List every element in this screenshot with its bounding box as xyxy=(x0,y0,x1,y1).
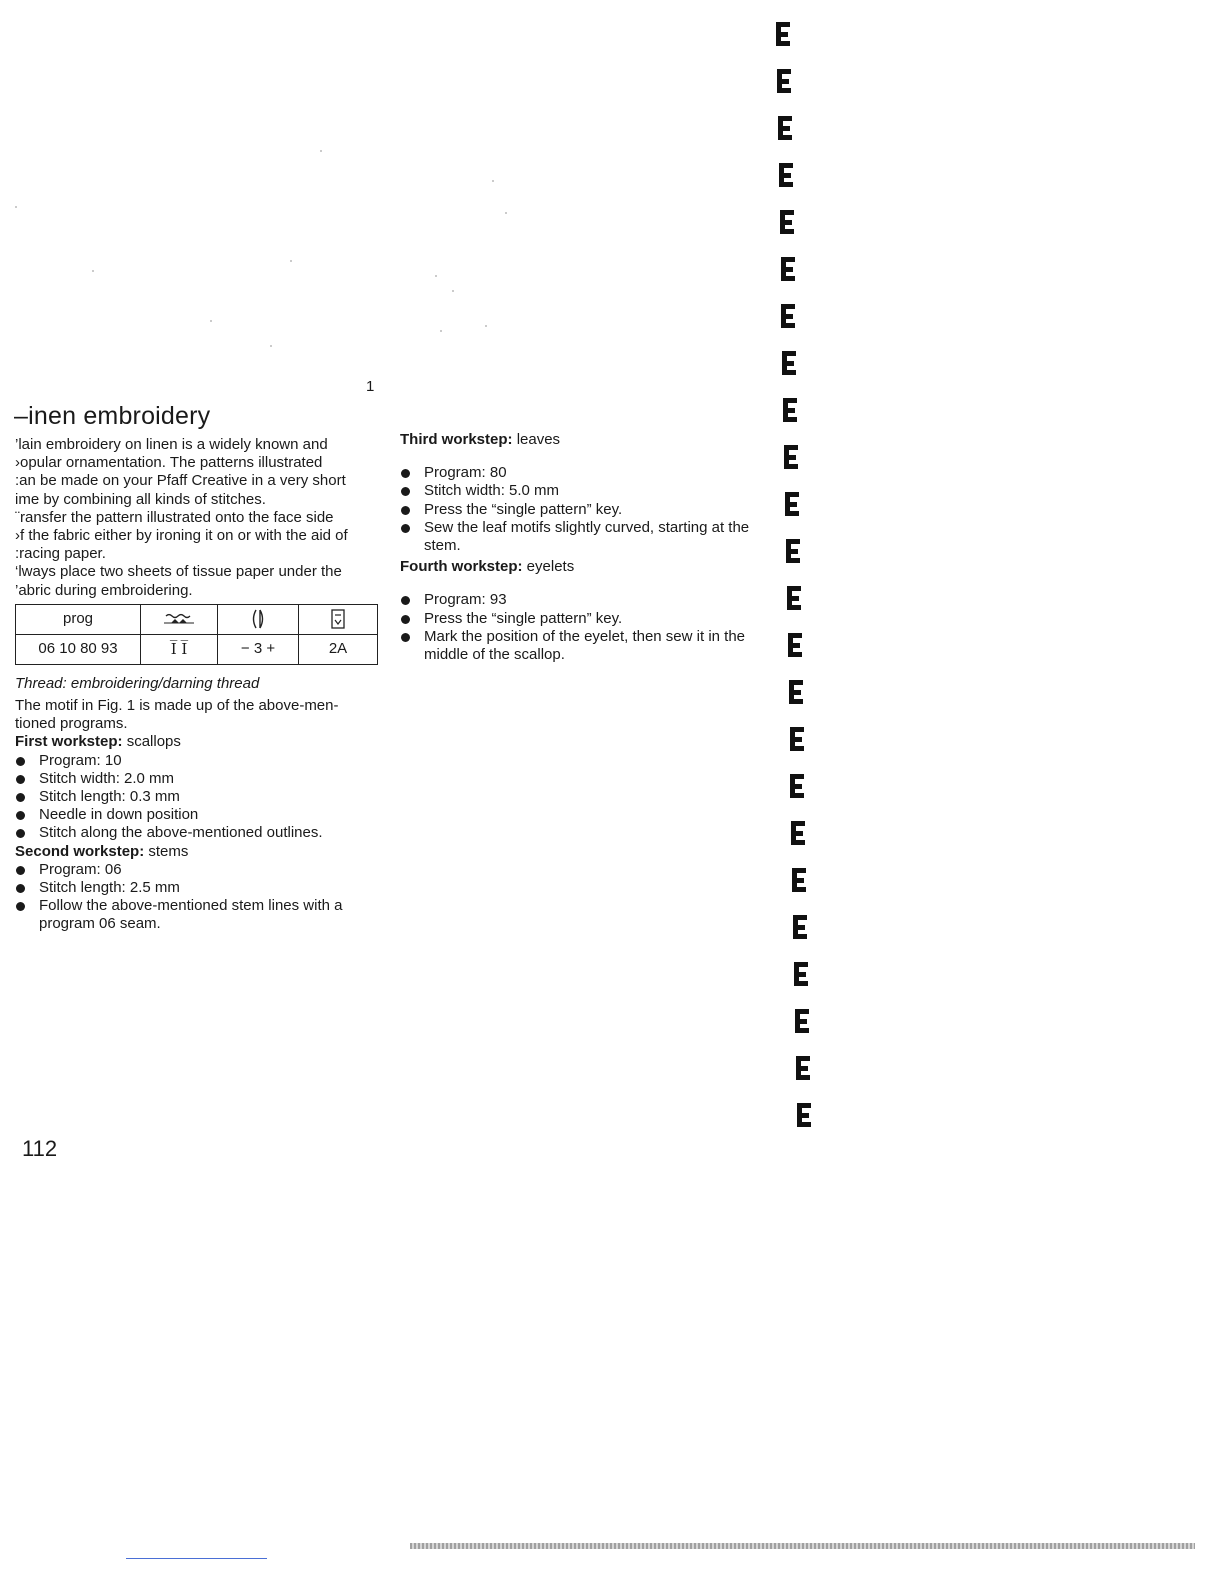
bullet-icon xyxy=(16,757,25,766)
list-item xyxy=(400,628,772,664)
bullet-icon xyxy=(401,524,410,533)
bullet-icon xyxy=(16,811,25,820)
list-item xyxy=(15,770,377,788)
section-tab-e-icon xyxy=(779,163,793,187)
list-item xyxy=(400,591,772,609)
bullet-icon xyxy=(16,866,25,875)
workstep-third xyxy=(400,431,772,555)
list-item-text: Program: 10 xyxy=(39,751,122,769)
section-tab-e-icon xyxy=(780,210,794,234)
bullet-icon xyxy=(16,884,25,893)
bullet-icon xyxy=(16,902,25,911)
workstep-subject: eyelets xyxy=(526,558,575,576)
section-tab-e-icon xyxy=(776,22,790,46)
list-item xyxy=(400,519,772,555)
list-item xyxy=(15,752,377,770)
section-tab-e-icon xyxy=(781,257,795,281)
workstep-list xyxy=(15,861,377,934)
section-tab-e-icon xyxy=(791,821,805,845)
workstep-label: Second workstep: xyxy=(15,842,145,860)
section-tab-e-icon xyxy=(790,727,804,751)
table-header-row xyxy=(16,604,378,634)
list-item-text: Press the “single pattern” key. xyxy=(424,500,623,518)
intro-line: :racing paper. xyxy=(15,545,106,563)
workstep-heading xyxy=(400,431,772,449)
left-column xyxy=(15,436,377,934)
figure-illustration xyxy=(80,130,500,370)
list-item-text: Press the “single pattern” key. xyxy=(424,609,623,627)
list-item xyxy=(400,610,772,628)
bullet-icon xyxy=(401,469,410,478)
settings-table xyxy=(15,604,378,665)
page-title: –inen embroidery xyxy=(14,402,211,430)
intro-line: ime by combining all kinds of stitches. xyxy=(15,490,266,508)
section-tab-e-icon xyxy=(795,1009,809,1033)
bullet-icon xyxy=(401,506,410,515)
section-tab-e-icon xyxy=(789,680,803,704)
intro-line: ›opular ornamentation. The patterns illustrated xyxy=(15,454,323,472)
list-item-text: Program: 06 xyxy=(39,860,122,878)
list-item xyxy=(15,861,377,879)
list-item xyxy=(400,464,772,482)
intro-line: ’abric during embroidering. xyxy=(15,581,193,599)
bullet-icon xyxy=(16,793,25,802)
section-tab-e-icon xyxy=(783,398,797,422)
section-tab-e-icon xyxy=(796,1056,810,1080)
workstep-list xyxy=(15,752,377,843)
bullet-icon xyxy=(16,775,25,784)
section-tab-e-icon xyxy=(781,304,795,328)
stitch-width-icon xyxy=(141,604,218,634)
bullet-icon xyxy=(401,487,410,496)
list-item-text: Program: 80 xyxy=(424,464,507,482)
list-item-text: Stitch along the above-mentioned outlines. xyxy=(39,824,323,842)
intro-paragraph xyxy=(15,436,377,600)
section-tab-e-icon xyxy=(797,1103,811,1127)
bottom-underline xyxy=(126,1558,267,1559)
bullet-icon xyxy=(401,633,410,642)
prog-values: 06 10 80 93 xyxy=(16,634,141,664)
workstep-label: First workstep: xyxy=(15,733,123,751)
section-tab-e-icon xyxy=(794,962,808,986)
section-tab-e-icon xyxy=(785,492,799,516)
intro-line: ‘lways place two sheets of tissue paper under the xyxy=(15,563,342,581)
figure-number: 1 xyxy=(366,378,375,395)
workstep-subject: leaves xyxy=(516,431,561,448)
workstep-label: Third workstep: xyxy=(400,431,513,448)
bullet-icon xyxy=(16,829,25,838)
section-tab-e-icon xyxy=(786,539,800,563)
workstep-label: Fourth workstep: xyxy=(400,558,523,576)
list-item-text: Stitch length: 2.5 mm xyxy=(39,879,180,897)
thread-tension-icon xyxy=(218,604,299,634)
list-item xyxy=(400,482,772,500)
section-tab-e-icon xyxy=(790,774,804,798)
prog-header: prog xyxy=(16,604,141,634)
list-item-text: Stitch length: 0.3 mm xyxy=(39,788,180,806)
workstep-first xyxy=(15,733,377,842)
workstep-fourth xyxy=(400,558,772,664)
section-tab-e-icon xyxy=(792,868,806,892)
list-item-text: Stitch width: 2.0 mm xyxy=(39,769,175,787)
table-row xyxy=(16,634,378,664)
list-item xyxy=(15,879,377,897)
list-item xyxy=(15,897,377,933)
workstep-heading xyxy=(15,843,377,861)
intro-line: ’lain embroidery on linen is a widely known and xyxy=(15,436,328,453)
list-item-text: Follow the above-mentioned stem lines with a program 06 seam. xyxy=(39,897,343,933)
section-tab-e-icon xyxy=(778,116,792,140)
intro-line: :an be made on your Pfaff Creative in a very short xyxy=(15,472,346,490)
workstep-heading xyxy=(15,733,377,751)
list-item xyxy=(400,501,772,519)
list-item-text: Stitch width: 5.0 mm xyxy=(424,482,560,500)
bullet-icon xyxy=(401,615,410,624)
workstep-subject: scallops xyxy=(126,733,181,751)
motif-line: tioned programs. xyxy=(15,715,128,733)
intro-line: ›f the fabric either by ironing it on or with the aid of xyxy=(15,527,348,545)
section-tab-e-icon xyxy=(788,633,802,657)
stitch-width-value: I̅ I̅ xyxy=(141,634,218,664)
scan-edge-divider xyxy=(410,1543,1195,1549)
list-item-text: Program: 93 xyxy=(424,591,507,609)
section-tab-e-icon xyxy=(777,69,791,93)
thread-line: Thread: embroidering/darning thread xyxy=(15,674,260,692)
section-tab-e-icon xyxy=(782,351,796,375)
list-item-text: Needle in down position xyxy=(39,806,199,824)
motif-line: The motif in Fig. 1 is made up of the above-men- xyxy=(15,697,339,715)
list-item xyxy=(15,824,377,842)
right-column xyxy=(400,431,772,664)
motif-text xyxy=(15,697,377,733)
bullet-icon xyxy=(401,596,410,605)
list-item-text: Sew the leaf motifs slightly curved, starting at the stem. xyxy=(424,518,750,555)
section-tab-strip xyxy=(776,22,826,1150)
section-tab-e-icon xyxy=(787,586,801,610)
list-item xyxy=(15,806,377,824)
page-number: 112 xyxy=(22,1136,58,1161)
section-tab-e-icon xyxy=(784,445,798,469)
tension-value: − 3 + xyxy=(218,634,299,664)
workstep-second xyxy=(15,843,377,934)
foot-value: 2A xyxy=(299,634,378,664)
list-item xyxy=(15,788,377,806)
workstep-list xyxy=(400,591,772,664)
workstep-subject: stems xyxy=(148,842,189,860)
workstep-heading xyxy=(400,558,772,576)
list-item-text: Mark the position of the eyelet, then sew it in the middle of the scallop. xyxy=(424,627,746,664)
intro-line: ¨ransfer the pattern illustrated onto the face side xyxy=(15,508,334,526)
section-tab-e-icon xyxy=(793,915,807,939)
presser-foot-icon xyxy=(299,604,378,634)
workstep-list xyxy=(400,464,772,555)
